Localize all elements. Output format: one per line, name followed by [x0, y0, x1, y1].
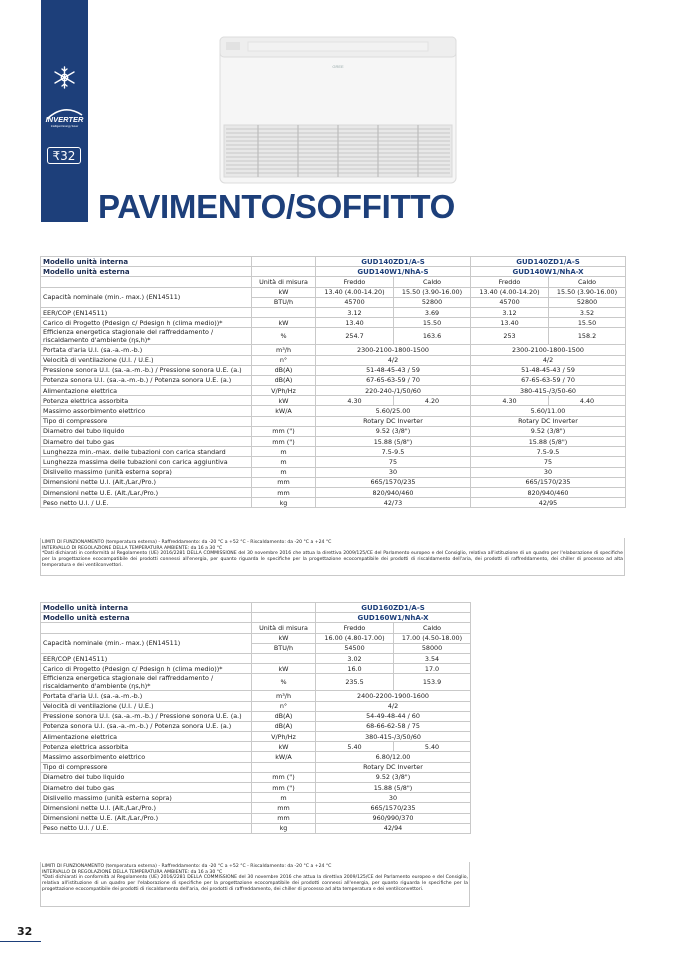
- table-cell: [41, 277, 252, 287]
- value: 380-415-/3/50/60: [316, 732, 471, 742]
- row-unit: V/Ph/Hz: [252, 732, 316, 742]
- value-cold: 54500: [316, 643, 394, 653]
- value-a: 665/1570/235: [316, 477, 471, 487]
- value-b: 4/2: [471, 355, 626, 365]
- row-unit: %: [252, 674, 316, 691]
- cold-header: Freddo: [471, 277, 549, 287]
- indoor-model-a: GUD140ZD1/A-S: [316, 257, 471, 267]
- row-unit: kW: [252, 633, 316, 643]
- value-a-cold: 3.12: [316, 307, 394, 317]
- value-b: 15.88 (5/8"): [471, 437, 626, 447]
- table-row: [41, 328, 626, 345]
- table-row: [41, 467, 626, 477]
- inverter-sub: Intelligent Energy Saver: [50, 125, 79, 128]
- table-cell: [252, 267, 316, 277]
- table-row: [41, 365, 626, 375]
- row-label: Capacità nominale (min.- max.) (EN14511): [41, 633, 252, 653]
- row-label: Carico di Progetto (Pdesign c/ Pdesign h (clima medio))*: [41, 664, 252, 674]
- value-a-cold: 4.30: [316, 396, 394, 406]
- spec-table-140: [40, 256, 626, 508]
- value-b: 51-48-45-43 / 59: [471, 365, 626, 375]
- value-a-hot: 52800: [394, 297, 471, 307]
- table-row: [41, 603, 471, 613]
- row-unit: m: [252, 447, 316, 457]
- value-b: 9.52 (3/8"): [471, 426, 626, 436]
- row-label: EER/COP (EN14511): [41, 307, 252, 317]
- page-title: PAVIMENTO/SOFFITTO: [98, 188, 456, 225]
- value-b-cold: 13.40: [471, 318, 549, 328]
- row-label: Potenza sonora U.I. (sa.-a.-m.-b.) / Potenza sonora U.E. (a.): [41, 721, 252, 731]
- value: 9.52 (3/8"): [316, 772, 471, 782]
- table-cell: [41, 623, 252, 633]
- indoor-model-label: Modello unità interna: [41, 257, 252, 267]
- inverter-label: INVERTER: [45, 115, 84, 124]
- row-unit: m: [252, 793, 316, 803]
- page-badge: [47, 147, 81, 164]
- value-b: 30: [471, 467, 626, 477]
- row-unit: mm: [252, 813, 316, 823]
- row-unit: m: [252, 457, 316, 467]
- brand-label: GREE: [332, 64, 344, 69]
- value-b: 67-65-63-59 / 70: [471, 375, 626, 385]
- value: 665/1570/235: [316, 803, 471, 813]
- table-row: [41, 613, 471, 623]
- value-a: 2300-2100-1800-1500: [316, 345, 471, 355]
- row-label: Portata d'aria U.I. (sa.-a.-m.-b.): [41, 691, 252, 701]
- unit-header: Unità di misura: [252, 277, 316, 287]
- row-unit: [252, 653, 316, 663]
- table-row: [41, 426, 626, 436]
- row-label: EER/COP (EN14511): [41, 653, 252, 663]
- value-cold: 5.40: [316, 742, 394, 752]
- table-row: [41, 487, 626, 497]
- value: Rotary DC Inverter: [316, 762, 471, 772]
- value-cold: 16.00 (4.80-17.00): [316, 633, 394, 643]
- row-unit: n°: [252, 701, 316, 711]
- table-row: [41, 447, 626, 457]
- value: 4/2: [316, 701, 471, 711]
- row-label: Potenza sonora U.I. (sa.-a.-m.-b.) / Potenza sonora U.E. (a.): [41, 375, 252, 385]
- value-a: 51-48-45-43 / 59: [316, 365, 471, 375]
- table-row: [41, 783, 471, 793]
- value-hot: 3.54: [394, 653, 471, 663]
- row-unit: mm ("): [252, 772, 316, 782]
- row-unit: [252, 416, 316, 426]
- value-a-hot: 163.6: [394, 328, 471, 345]
- value-a-hot: 4.20: [394, 396, 471, 406]
- table-row: [41, 277, 626, 287]
- value-b-hot: 15.50 (3.90-16.00): [549, 287, 626, 297]
- value-a-hot: 15.50: [394, 318, 471, 328]
- row-unit: mm ("): [252, 783, 316, 793]
- table-row: [41, 752, 471, 762]
- page-number-rule: [0, 941, 41, 942]
- value: 2400-2200-1900-1600: [316, 691, 471, 701]
- row-label: Velocità di ventilazione (U.I. / U.E.): [41, 701, 252, 711]
- value: 30: [316, 793, 471, 803]
- row-unit: mm: [252, 803, 316, 813]
- cold-header: Freddo: [316, 623, 394, 633]
- row-unit: mm ("): [252, 426, 316, 436]
- value-b-hot: 4.40: [549, 396, 626, 406]
- table-cell: [252, 613, 316, 623]
- row-unit: dB(A): [252, 711, 316, 721]
- table-row: [41, 803, 471, 813]
- value: 6.80/12.00: [316, 752, 471, 762]
- row-label: Efficienza energetica stagionale del raffreddamento / riscaldamento d'ambiente (ηs,h)*: [41, 328, 252, 345]
- table-row: [41, 498, 626, 508]
- value: 68-66-62-58 / 75: [316, 721, 471, 731]
- value-b-hot: 158.2: [549, 328, 626, 345]
- value: 960/990/370: [316, 813, 471, 823]
- table-row: [41, 762, 471, 772]
- inverter-logo: [44, 105, 85, 129]
- value-a: 4/2: [316, 355, 471, 365]
- row-label: Dislivello massimo (unità esterna sopra): [41, 467, 252, 477]
- outdoor-model-label: Modello unità esterna: [41, 613, 252, 623]
- row-label: Massimo assorbimento elettrico: [41, 752, 252, 762]
- value-a: 30: [316, 467, 471, 477]
- row-label: Dimensioni nette U.E. (Alt./Lar./Pro.): [41, 487, 252, 497]
- row-label: Potenza elettrica assorbita: [41, 742, 252, 752]
- row-unit: kW: [252, 742, 316, 752]
- row-unit: m³/h: [252, 345, 316, 355]
- category-sidebar: [41, 0, 88, 222]
- value-a: Rotary DC Inverter: [316, 416, 471, 426]
- table-row: [41, 345, 626, 355]
- row-unit: dB(A): [252, 375, 316, 385]
- row-unit: m³/h: [252, 691, 316, 701]
- row-unit: BTU/h: [252, 297, 316, 307]
- table-row: [41, 396, 626, 406]
- table-row: [41, 742, 471, 752]
- value-a: 9.52 (3/8"): [316, 426, 471, 436]
- hot-header: Caldo: [394, 623, 471, 633]
- row-label: Carico di Progetto (Pdesign c/ Pdesign h (clima medio))*: [41, 318, 252, 328]
- indoor-model: GUD160ZD1/A-S: [316, 603, 471, 613]
- value-a: 75: [316, 457, 471, 467]
- table-row: [41, 257, 626, 267]
- value-a-cold: 13.40: [316, 318, 394, 328]
- table-row: [41, 307, 626, 317]
- value-b: 2300-2100-1800-1500: [471, 345, 626, 355]
- table-row: [41, 793, 471, 803]
- row-unit: kW: [252, 318, 316, 328]
- hot-header: Caldo: [394, 277, 471, 287]
- row-unit: kW: [252, 396, 316, 406]
- table-row: [41, 701, 471, 711]
- value-a: 15.88 (5/8"): [316, 437, 471, 447]
- table-row: [41, 318, 626, 328]
- value-b-cold: 253: [471, 328, 549, 345]
- value-cold: 235.5: [316, 674, 394, 691]
- table-row: [41, 691, 471, 701]
- value-hot: 58000: [394, 643, 471, 653]
- table-row: [41, 267, 626, 277]
- row-label: Dimensioni nette U.E. (Alt./Lar./Pro.): [41, 813, 252, 823]
- row-label: Dimensioni nette U.I. (Alt./Lar./Pro.): [41, 477, 252, 487]
- value-b-cold: 3.12: [471, 307, 549, 317]
- row-label: Portata d'aria U.I. (sa.-a.-m.-b.): [41, 345, 252, 355]
- row-label: Diametro del tubo liquido: [41, 772, 252, 782]
- row-unit: kW: [252, 287, 316, 297]
- outdoor-model-label: Modello unità esterna: [41, 267, 252, 277]
- value-hot: 153.9: [394, 674, 471, 691]
- row-unit: n°: [252, 355, 316, 365]
- row-unit: mm: [252, 487, 316, 497]
- table-row: [41, 711, 471, 721]
- badge-number: 32: [60, 149, 76, 163]
- row-unit: BTU/h: [252, 643, 316, 653]
- row-label: Tipo di compressore: [41, 762, 252, 772]
- value-b-cold: 13.40 (4.00-14.20): [471, 287, 549, 297]
- value-b: 42/95: [471, 498, 626, 508]
- value-a: 220-240-/1/50/60: [316, 386, 471, 396]
- cold-header: Freddo: [316, 277, 394, 287]
- row-unit: [252, 307, 316, 317]
- table-row: [41, 664, 471, 674]
- table-row: [41, 813, 471, 823]
- row-label: Diametro del tubo gas: [41, 783, 252, 793]
- row-unit: kW: [252, 664, 316, 674]
- indoor-model-b: GUD140ZD1/A-S: [471, 257, 626, 267]
- table-row: [41, 623, 471, 633]
- value-a-hot: 3.69: [394, 307, 471, 317]
- outdoor-model-a: GUD140W1/NhA-S: [316, 267, 471, 277]
- row-label: Pressione sonora U.I. (sa.-a.-m.-b.) / Pressione sonora U.E. (a.): [41, 711, 252, 721]
- row-unit: %: [252, 328, 316, 345]
- value-b: 380-415-/3/50-60: [471, 386, 626, 396]
- value-a: 7.5-9.5: [316, 447, 471, 457]
- value-hot: 17.00 (4.50-18.00): [394, 633, 471, 643]
- value-hot: 5.40: [394, 742, 471, 752]
- value-b-cold: 45700: [471, 297, 549, 307]
- value-a: 5.60/25.00: [316, 406, 471, 416]
- row-label: Tipo di compressore: [41, 416, 252, 426]
- row-label: Pressione sonora U.I. (sa.-a.-m.-b.) / Pressione sonora U.E. (a.): [41, 365, 252, 375]
- row-unit: kg: [252, 498, 316, 508]
- table-row: [41, 457, 626, 467]
- row-label: Diametro del tubo liquido: [41, 426, 252, 436]
- indoor-model-label: Modello unità interna: [41, 603, 252, 613]
- row-unit: m: [252, 467, 316, 477]
- value-a: 67-65-63-59 / 70: [316, 375, 471, 385]
- row-label: Potenza elettrica assorbita: [41, 396, 252, 406]
- table-row: [41, 406, 626, 416]
- table-row: [41, 633, 471, 643]
- value-hot: 17.0: [394, 664, 471, 674]
- row-label: Alimentazione elettrica: [41, 386, 252, 396]
- notes-table-160: LIMITI DI FUNZIONAMENTO (temperatura esterna) - Raffreddamento: da -20 °C a +52 °C - Riscaldamento: da -20 °C a +24 °C INTERVALLO DI REGOLAZIONE DELLA TEMPERATURA AMBIENTE: da 16 a 30 °C *Dati dichiarati in conformità al Regolamento (UE) 2016/2281 DELLA COMMISSIONE del 30 novembre 2016 che attua la direttiva 2009/125/CE del Parlamento europeo e del Consiglio, relativa all'istituzione di un quadro per l'elaborazione di specifiche per la progettazione ecocompatibile dei prodotti connessi all'energia, per quanto riguarda le specifiche per la progettazione ecocompatibile dei prodotti di riscaldamento dell'aria, dei prodotti di raffreddamento, dei chiller di processo ad alta temperatura e dei ventilconvettori.: [42, 864, 468, 892]
- notes-table-140: LIMITI DI FUNZIONAMENTO (temperatura esterna) - Raffreddamento: da -20 °C a +52 °C - Riscaldamento: da -20 °C a +24 °C INTERVALLO DI REGOLAZIONE DELLA TEMPERATURA AMBIENTE: da 16 a 30 °C *Dati dichiarati in conformità al Regolamento (UE) 2016/2281 DELLA COMMISSIONE del 30 novembre 2016 che attua la direttiva 2009/125/CE del Parlamento europeo e del Consiglio, relativa all'istituzione di un quadro per l'elaborazione di specifiche per la progettazione ecocompatibile dei prodotti connessi all'energia, per quanto riguarda le specifiche per la progettazione ecocompatibile dei prodotti di riscaldamento dell'aria, dei prodotti di raffreddamento, dei chiller di processo ad alta temperatura e dei ventilconvettori.: [42, 540, 623, 568]
- hot-header: Caldo: [549, 277, 626, 287]
- table-row: [41, 823, 471, 833]
- value: 54-49-48-44 / 60: [316, 711, 471, 721]
- row-unit: dB(A): [252, 721, 316, 731]
- table-row: [41, 772, 471, 782]
- table-row: [41, 416, 626, 426]
- row-unit: V/Ph/Hz: [252, 386, 316, 396]
- value-b-hot: 15.50: [549, 318, 626, 328]
- value-b: 75: [471, 457, 626, 467]
- table-row: [41, 653, 471, 663]
- row-label: Efficienza energetica stagionale del raffreddamento / riscaldamento d'ambiente (ηs,h)*: [41, 674, 252, 691]
- outdoor-model: GUD160W1/NhA-X: [316, 613, 471, 623]
- value: 15.88 (5/8"): [316, 783, 471, 793]
- table-row: [41, 386, 626, 396]
- value-b: 820/940/460: [471, 487, 626, 497]
- value-cold: 3.02: [316, 653, 394, 663]
- row-label: Diametro del tubo gas: [41, 437, 252, 447]
- value-a: 42/73: [316, 498, 471, 508]
- value-b-hot: 52800: [549, 297, 626, 307]
- value-a-cold: 45700: [316, 297, 394, 307]
- spec-table-160: [40, 602, 471, 834]
- row-unit: mm: [252, 477, 316, 487]
- table-row: [41, 437, 626, 447]
- ceiling-unit-image: [218, 35, 458, 185]
- value-a-hot: 15.50 (3.90-16.00): [394, 287, 471, 297]
- value: 42/94: [316, 823, 471, 833]
- unit-header: Unità di misura: [252, 623, 316, 633]
- value-b-cold: 4.30: [471, 396, 549, 406]
- row-label: Dislivello massimo (unità esterna sopra): [41, 793, 252, 803]
- table-row: [41, 732, 471, 742]
- row-label: Alimentazione elettrica: [41, 732, 252, 742]
- value-a: 820/940/460: [316, 487, 471, 497]
- table-cell: [252, 257, 316, 267]
- value-b-hot: 3.52: [549, 307, 626, 317]
- row-label: Dimensioni nette U.I. (Alt./Lar./Pro.): [41, 803, 252, 813]
- value-cold: 16.0: [316, 664, 394, 674]
- row-label: Velocità di ventilazione (U.I. / U.E.): [41, 355, 252, 365]
- table-row: [41, 355, 626, 365]
- row-unit: kW/A: [252, 406, 316, 416]
- row-unit: kg: [252, 823, 316, 833]
- page-number: 32: [17, 925, 33, 938]
- row-label: Lunghezza min.-max. delle tubazioni con carica standard: [41, 447, 252, 457]
- value-a-cold: 13.40 (4.00-14.20): [316, 287, 394, 297]
- value-a-cold: 254.7: [316, 328, 394, 345]
- row-label: Massimo assorbimento elettrico: [41, 406, 252, 416]
- table-row: [41, 674, 471, 691]
- table-row: [41, 375, 626, 385]
- row-unit: mm ("): [252, 437, 316, 447]
- row-unit: [252, 762, 316, 772]
- outdoor-model-b: GUD140W1/NhA-X: [471, 267, 626, 277]
- table-row: [41, 721, 471, 731]
- table-row: [41, 477, 626, 487]
- row-label: Capacità nominale (min.- max.) (EN14511): [41, 287, 252, 307]
- row-label: Peso netto U.I. / U.E.: [41, 823, 252, 833]
- row-unit: dB(A): [252, 365, 316, 375]
- table-row: [41, 287, 626, 297]
- value-b: 665/1570/235: [471, 477, 626, 487]
- row-label: Peso netto U.I. / U.E.: [41, 498, 252, 508]
- row-label: Lunghezza massima delle tubazioni con carica aggiuntiva: [41, 457, 252, 467]
- table-cell: [252, 603, 316, 613]
- row-unit: kW/A: [252, 752, 316, 762]
- value-b: 7.5-9.5: [471, 447, 626, 457]
- snowflake-sun-icon: [51, 64, 78, 91]
- rupee-icon: ₹: [52, 149, 61, 163]
- value-b: Rotary DC Inverter: [471, 416, 626, 426]
- value-b: 5.60/11.00: [471, 406, 626, 416]
